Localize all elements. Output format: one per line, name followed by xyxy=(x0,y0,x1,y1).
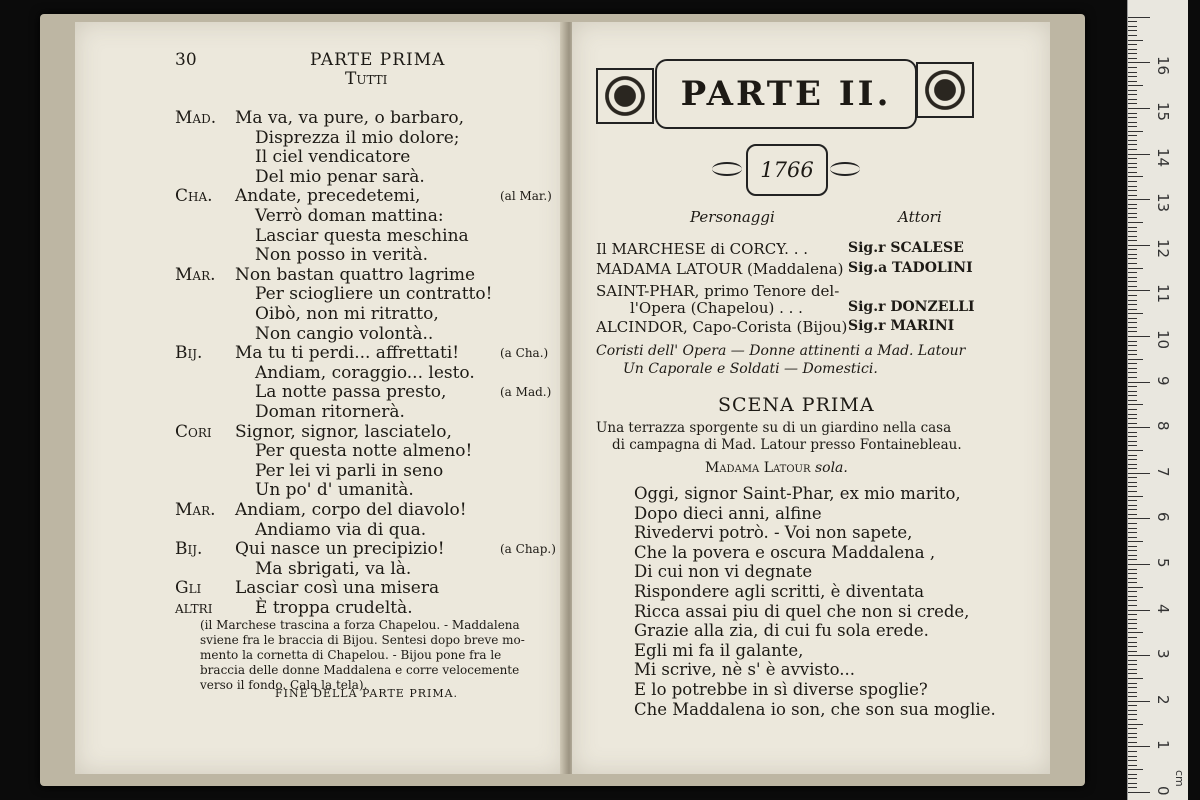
ruler-number: 3 xyxy=(1154,649,1172,659)
ruler-tick xyxy=(1128,787,1137,788)
stage-direction: (a Cha.) xyxy=(500,346,549,361)
ruler-tick xyxy=(1128,774,1137,775)
ruler-tick xyxy=(1128,496,1143,497)
ruler-tick xyxy=(1128,313,1143,314)
ruler-tick xyxy=(1128,199,1150,200)
verse-text: Per lei vi parli in seno xyxy=(255,460,444,481)
ruler-tick xyxy=(1128,705,1137,706)
ruler-tick xyxy=(1128,386,1137,387)
ruler-tick xyxy=(1128,58,1137,59)
verse-text: Qui nasce un precipizio! xyxy=(235,539,445,560)
ruler-tick xyxy=(1128,254,1137,255)
ruler-number: 13 xyxy=(1154,193,1172,213)
ruler-tick xyxy=(1128,523,1137,524)
year-flourish-right-icon xyxy=(830,162,860,176)
cast-role: SAINT-PHAR, primo Tenore del- xyxy=(596,282,840,300)
scene-description-line: di campagna di Mad. Latour presso Fontainebleau. xyxy=(612,437,962,453)
ruler-number: 11 xyxy=(1154,284,1172,304)
ruler-tick xyxy=(1128,573,1137,574)
ruler-tick xyxy=(1128,669,1137,670)
verse-text: Per questa notte almeno! xyxy=(255,441,473,462)
verse-text: Andiam, corpo del diavolo! xyxy=(235,500,467,520)
verse-text: La notte passa presto, xyxy=(255,382,447,403)
ruler-tick xyxy=(1128,664,1137,665)
ruler-tick xyxy=(1128,724,1143,725)
ruler-tick xyxy=(1128,673,1137,674)
ruler-tick xyxy=(1128,441,1137,442)
extras-line: Un Caporale e Soldati — Domestici. xyxy=(623,361,878,377)
part-title: PARTE II. xyxy=(655,59,917,129)
ruler-tick xyxy=(1128,432,1137,433)
ruler-tick xyxy=(1128,678,1143,679)
verse-text: Lasciar così una misera xyxy=(235,578,440,599)
ruler-tick xyxy=(1128,792,1150,793)
ruler-tick xyxy=(1128,559,1137,560)
ruler-tick xyxy=(1128,67,1137,68)
verse-line: Oggi, signor Saint-Phar, ex mio marito, xyxy=(634,484,961,503)
ruler-tick xyxy=(1128,683,1137,684)
ruler-tick xyxy=(1128,377,1137,378)
ruler-tick xyxy=(1128,756,1137,757)
ruler-tick xyxy=(1128,181,1137,182)
ruler-tick xyxy=(1128,140,1137,141)
ruler-tick xyxy=(1128,395,1137,396)
ruler-tick xyxy=(1128,85,1143,86)
scene-speaker xyxy=(705,460,848,476)
ruler-tick xyxy=(1128,240,1137,241)
ruler-tick xyxy=(1128,190,1137,191)
ruler-tick xyxy=(1128,637,1137,638)
ruler-tick xyxy=(1128,710,1137,711)
ruler-number: 14 xyxy=(1154,147,1172,167)
ruler-tick xyxy=(1128,245,1150,246)
ruler-tick xyxy=(1128,372,1137,373)
ruler-tick xyxy=(1128,17,1150,18)
ruler-tick xyxy=(1128,300,1137,301)
cast-role: ALCINDOR, Capo-Corista (Bijou) xyxy=(596,318,848,336)
stage-note-line: (il Marchese trascina a forza Chapelou. - Maddalena xyxy=(200,618,520,632)
ornament-right-icon xyxy=(916,62,974,118)
ruler-tick xyxy=(1128,258,1137,259)
ruler-tick xyxy=(1128,477,1137,478)
ruler-tick xyxy=(1128,204,1137,205)
ruler-tick xyxy=(1128,537,1137,538)
ruler-tick xyxy=(1128,541,1143,542)
cast-role: Il MARCHESE di CORCY. . . xyxy=(596,240,808,258)
left-page xyxy=(75,22,566,774)
ruler-tick xyxy=(1128,414,1137,415)
ruler-tick xyxy=(1128,564,1150,565)
ruler-tick xyxy=(1128,281,1137,282)
speaker-label: Cori xyxy=(175,421,212,442)
ruler-tick xyxy=(1128,144,1137,145)
ruler-number: 8 xyxy=(1154,421,1172,431)
ruler-tick xyxy=(1128,555,1137,556)
ruler-tick xyxy=(1128,427,1150,428)
ruler-tick xyxy=(1128,605,1137,606)
ruler-tick xyxy=(1128,382,1150,383)
ruler-tick xyxy=(1128,610,1150,611)
verse-line: E lo potrebbe in sì diverse spoglie? xyxy=(634,680,928,699)
ruler-tick xyxy=(1128,569,1137,570)
stage-note-line: mento la cornetta di Chapelou. - Bijou pone fra le xyxy=(200,648,502,662)
ruler-tick xyxy=(1128,660,1137,661)
ruler-tick xyxy=(1128,345,1137,346)
verse-text: Disprezza il mio dolore; xyxy=(255,127,460,148)
ruler-tick xyxy=(1128,122,1137,123)
ruler-tick xyxy=(1128,359,1143,360)
ruler-tick xyxy=(1128,614,1137,615)
tutti-label: Tutti xyxy=(345,69,388,89)
ruler-tick xyxy=(1128,113,1137,114)
ruler-number: 5 xyxy=(1154,558,1172,568)
ruler-tick xyxy=(1128,277,1137,278)
cast-role: MADAMA LATOUR (Maddalena) xyxy=(596,260,844,278)
ruler-tick xyxy=(1128,72,1137,73)
running-header: PARTE PRIMA xyxy=(310,50,446,70)
cast-actor: Sig.a TADOLINI xyxy=(848,260,973,276)
ruler-tick xyxy=(1128,363,1137,364)
ruler-tick xyxy=(1128,482,1137,483)
ruler-tick xyxy=(1128,646,1137,647)
ruler-tick xyxy=(1128,35,1137,36)
verse-text: Del mio penar sarà. xyxy=(255,166,425,187)
ruler-tick xyxy=(1128,632,1143,633)
ruler-tick xyxy=(1128,40,1143,41)
verse-text: Ma tu ti perdi... affrettati! xyxy=(235,343,460,364)
end-of-part: FINE DELLA PARTE PRIMA. xyxy=(275,687,459,700)
year-flourish-left-icon xyxy=(712,162,742,176)
ruler-tick xyxy=(1128,172,1137,173)
verse-text: Verrò doman mattina: xyxy=(255,206,444,226)
year-cartouche: 1766 xyxy=(746,144,828,196)
cast-role: l'Opera (Chapelou) . . . xyxy=(630,299,803,317)
ruler-tick xyxy=(1128,737,1137,738)
ruler-tick xyxy=(1128,765,1137,766)
ruler-tick xyxy=(1128,158,1137,159)
scene-description-line: Una terrazza sporgente su di un giardino nella casa xyxy=(596,420,952,436)
ruler-tick xyxy=(1128,108,1150,109)
ruler-tick xyxy=(1128,742,1137,743)
ruler-tick xyxy=(1128,783,1137,784)
ruler-tick xyxy=(1128,135,1137,136)
scene-speaker-name: Madama Latour xyxy=(705,460,811,476)
ruler-tick xyxy=(1128,628,1137,629)
ruler-tick xyxy=(1128,322,1137,323)
stage-note-line: braccia delle donne Maddalena e corre velocemente xyxy=(200,663,520,677)
ruler-tick xyxy=(1128,94,1137,95)
ruler-tick xyxy=(1128,445,1137,446)
ruler-tick xyxy=(1128,26,1137,27)
verse-text: Oibò, non mi ritratto, xyxy=(255,304,439,324)
ruler-tick xyxy=(1128,491,1137,492)
verse-text: Doman ritornerà. xyxy=(255,402,405,422)
ruler-number: 6 xyxy=(1154,512,1172,522)
ruler-tick xyxy=(1128,103,1137,104)
ruler-tick xyxy=(1128,213,1137,214)
ruler-tick xyxy=(1128,459,1137,460)
personaggi-heading: Personaggi xyxy=(690,208,775,226)
ruler-tick xyxy=(1128,642,1137,643)
ruler-tick xyxy=(1128,587,1143,588)
verse-text: Andiam, coraggio... lesto. xyxy=(255,362,475,383)
verse-line: Rispondere agli scritti, è diventata xyxy=(634,582,925,601)
verse-text: Andiamo via di qua. xyxy=(255,519,427,540)
ruler-tick xyxy=(1128,769,1143,770)
ruler-tick xyxy=(1128,90,1137,91)
ruler-tick xyxy=(1128,746,1150,747)
ruler-tick xyxy=(1128,76,1137,77)
cast-actor: Sig.r SCALESE xyxy=(848,240,964,256)
ruler-tick xyxy=(1128,176,1143,177)
ruler-tick xyxy=(1128,509,1137,510)
verse-line: Che Maddalena io son, che son sua moglie. xyxy=(634,699,996,719)
ruler-tick xyxy=(1128,331,1137,332)
verse-text: Non posso in verità. xyxy=(255,245,429,266)
verse-text: Ma sbrigati, va là. xyxy=(255,558,412,579)
speaker-label: Bij. xyxy=(175,539,203,560)
ruler-tick xyxy=(1128,692,1137,693)
cast-actor: Sig.r MARINI xyxy=(848,318,955,334)
ruler-tick xyxy=(1128,505,1137,506)
ruler-tick xyxy=(1128,582,1137,583)
ruler-tick xyxy=(1128,249,1137,250)
ruler-tick xyxy=(1128,751,1137,752)
ruler-tick xyxy=(1128,418,1137,419)
verse-text: Andate, precedetemi, xyxy=(235,186,421,207)
ruler-tick xyxy=(1128,760,1137,761)
verse-line: Rivedervi potrò. - Voi non sapete, xyxy=(634,523,913,543)
speaker-label: Cha. xyxy=(175,186,213,207)
speaker-label: Bij. xyxy=(175,343,203,364)
ruler-tick xyxy=(1128,117,1137,118)
verse-line: Dopo dieci anni, alfine xyxy=(634,503,822,523)
ruler-tick xyxy=(1128,651,1137,652)
attori-heading: Attori xyxy=(898,208,942,226)
ruler-tick xyxy=(1128,186,1137,187)
ruler-tick xyxy=(1128,600,1137,601)
ruler-tick xyxy=(1128,208,1137,209)
ruler-tick xyxy=(1128,318,1137,319)
ruler-tick xyxy=(1128,550,1137,551)
stage-direction: (a Chap.) xyxy=(500,542,556,557)
ruler-tick xyxy=(1128,126,1137,127)
ornament-left-icon xyxy=(596,68,654,124)
ruler-tick xyxy=(1128,272,1137,273)
ruler-tick xyxy=(1128,327,1137,328)
ruler-tick xyxy=(1128,623,1137,624)
ruler-number: 0 xyxy=(1154,786,1172,796)
ruler-tick xyxy=(1128,578,1137,579)
ruler-unit: cm xyxy=(1173,770,1186,787)
ruler-tick xyxy=(1128,30,1137,31)
scene-speaker-note: sola. xyxy=(814,460,848,476)
ruler-tick xyxy=(1128,99,1137,100)
speaker-label: Mad. xyxy=(175,108,217,128)
measurement-ruler xyxy=(1127,0,1188,800)
ruler-number: 7 xyxy=(1154,466,1172,477)
ruler-tick xyxy=(1128,733,1137,734)
ruler-number: 1 xyxy=(1154,740,1172,750)
ruler-number: 9 xyxy=(1154,375,1172,386)
ruler-tick xyxy=(1128,778,1137,779)
ruler-number: 12 xyxy=(1154,238,1172,258)
verse-line: Ricca assai piu di quel che non si crede, xyxy=(634,601,970,621)
ruler-tick xyxy=(1128,655,1150,656)
verse-line: Egli mi fa il galante, xyxy=(634,640,804,660)
speaker-label: altri xyxy=(175,598,213,618)
ruler-tick xyxy=(1128,131,1143,132)
ruler-tick xyxy=(1128,295,1137,296)
ruler-tick xyxy=(1128,44,1137,45)
ruler-tick xyxy=(1128,423,1137,424)
verse-line: Di cui non vi degnate xyxy=(634,562,813,582)
ruler-tick xyxy=(1128,687,1137,688)
ruler-tick xyxy=(1128,290,1150,291)
ruler-tick xyxy=(1128,354,1137,355)
verse-text: Lasciar questa meschina xyxy=(255,225,469,246)
ruler-number: 16 xyxy=(1154,56,1172,76)
verse-text: Non bastan quattro lagrime xyxy=(235,264,476,285)
verse-text: Non cangio volontà.. xyxy=(255,323,434,344)
ruler-tick xyxy=(1128,195,1137,196)
ruler-tick xyxy=(1128,263,1137,264)
ruler-tick xyxy=(1128,49,1137,50)
ruler-tick xyxy=(1128,21,1137,22)
ruler-tick xyxy=(1128,62,1150,63)
ruler-tick xyxy=(1128,391,1137,392)
ruler-tick xyxy=(1128,591,1137,592)
ruler-number: 2 xyxy=(1154,694,1172,705)
ruler-tick xyxy=(1128,81,1137,82)
ruler-tick xyxy=(1128,217,1137,218)
ruler-tick xyxy=(1128,404,1143,405)
ruler-tick xyxy=(1128,596,1137,597)
verse-text: Signor, signor, lasciatelo, xyxy=(235,421,452,442)
verse-line: Che la povera e oscura Maddalena , xyxy=(634,542,936,562)
verse-text: Il ciel vendicatore xyxy=(255,147,411,168)
ruler-tick xyxy=(1128,701,1150,702)
ruler-tick xyxy=(1128,163,1137,164)
ruler-tick xyxy=(1128,714,1137,715)
speaker-label: Mar. xyxy=(175,264,216,285)
ruler-tick xyxy=(1128,236,1137,237)
ruler-tick xyxy=(1128,528,1137,529)
verse-text: Ma va, va pure, o barbaro, xyxy=(235,108,465,128)
stage-direction: (al Mar.) xyxy=(500,189,552,204)
stage-direction: (a Mad.) xyxy=(500,385,552,400)
ruler-tick xyxy=(1128,154,1150,155)
ruler-tick xyxy=(1128,514,1137,515)
ruler-number: 15 xyxy=(1154,102,1172,122)
ruler-tick xyxy=(1128,167,1137,168)
ruler-tick xyxy=(1128,719,1137,720)
scene-title: SCENA PRIMA xyxy=(718,394,875,416)
ruler-tick xyxy=(1128,455,1137,456)
ruler-tick xyxy=(1128,304,1137,305)
ruler-tick xyxy=(1128,341,1137,342)
ruler-number: 4 xyxy=(1154,603,1172,614)
ruler-tick xyxy=(1128,53,1137,54)
verse-line: Grazie alla zia, di cui fu sola erede. xyxy=(634,621,929,641)
ruler-tick xyxy=(1128,368,1137,369)
ruler-tick xyxy=(1128,309,1137,310)
ruler-tick xyxy=(1128,231,1137,232)
ruler-tick xyxy=(1128,450,1143,451)
speaker-label: Gli xyxy=(175,578,202,599)
ruler-tick xyxy=(1128,286,1137,287)
ruler-tick xyxy=(1128,728,1137,729)
ruler-tick xyxy=(1128,532,1137,533)
ruler-tick xyxy=(1128,336,1150,337)
ruler-tick xyxy=(1128,546,1137,547)
cast-actor: Sig.r DONZELLI xyxy=(848,299,975,315)
stage-note-line: verso il fondo. Cala la tela). xyxy=(200,678,368,692)
ruler-tick xyxy=(1128,149,1137,150)
ruler-tick xyxy=(1128,696,1137,697)
speaker-label: Mar. xyxy=(175,500,216,520)
ruler-tick xyxy=(1128,486,1137,487)
ruler-number: 10 xyxy=(1154,330,1172,350)
verse-text: Un po' d' umanità. xyxy=(255,480,414,501)
ruler-tick xyxy=(1128,473,1150,474)
ruler-tick xyxy=(1128,227,1137,228)
ruler-tick xyxy=(1128,518,1150,519)
verse-text: È troppa crudeltà. xyxy=(255,598,413,618)
extras-line: Coristi dell' Opera — Donne attinenti a Mad. Latour xyxy=(596,343,966,359)
ruler-tick xyxy=(1128,500,1137,501)
verse-text: Per sciogliere un contratto! xyxy=(255,284,493,305)
page-number: 30 xyxy=(175,50,197,70)
verse-line: Mi scrive, nè s' è avvisto... xyxy=(634,660,855,680)
ruler-tick xyxy=(1128,468,1137,469)
ruler-tick xyxy=(1128,464,1137,465)
ruler-tick xyxy=(1128,400,1137,401)
ruler-tick xyxy=(1128,409,1137,410)
ruler-tick xyxy=(1128,619,1137,620)
ruler-tick xyxy=(1128,350,1137,351)
ruler-tick xyxy=(1128,268,1143,269)
ruler-tick xyxy=(1128,436,1137,437)
ruler-tick xyxy=(1128,222,1143,223)
stage-note-line: sviene fra le braccia di Bijou. Sentesi dopo breve mo- xyxy=(200,633,525,647)
